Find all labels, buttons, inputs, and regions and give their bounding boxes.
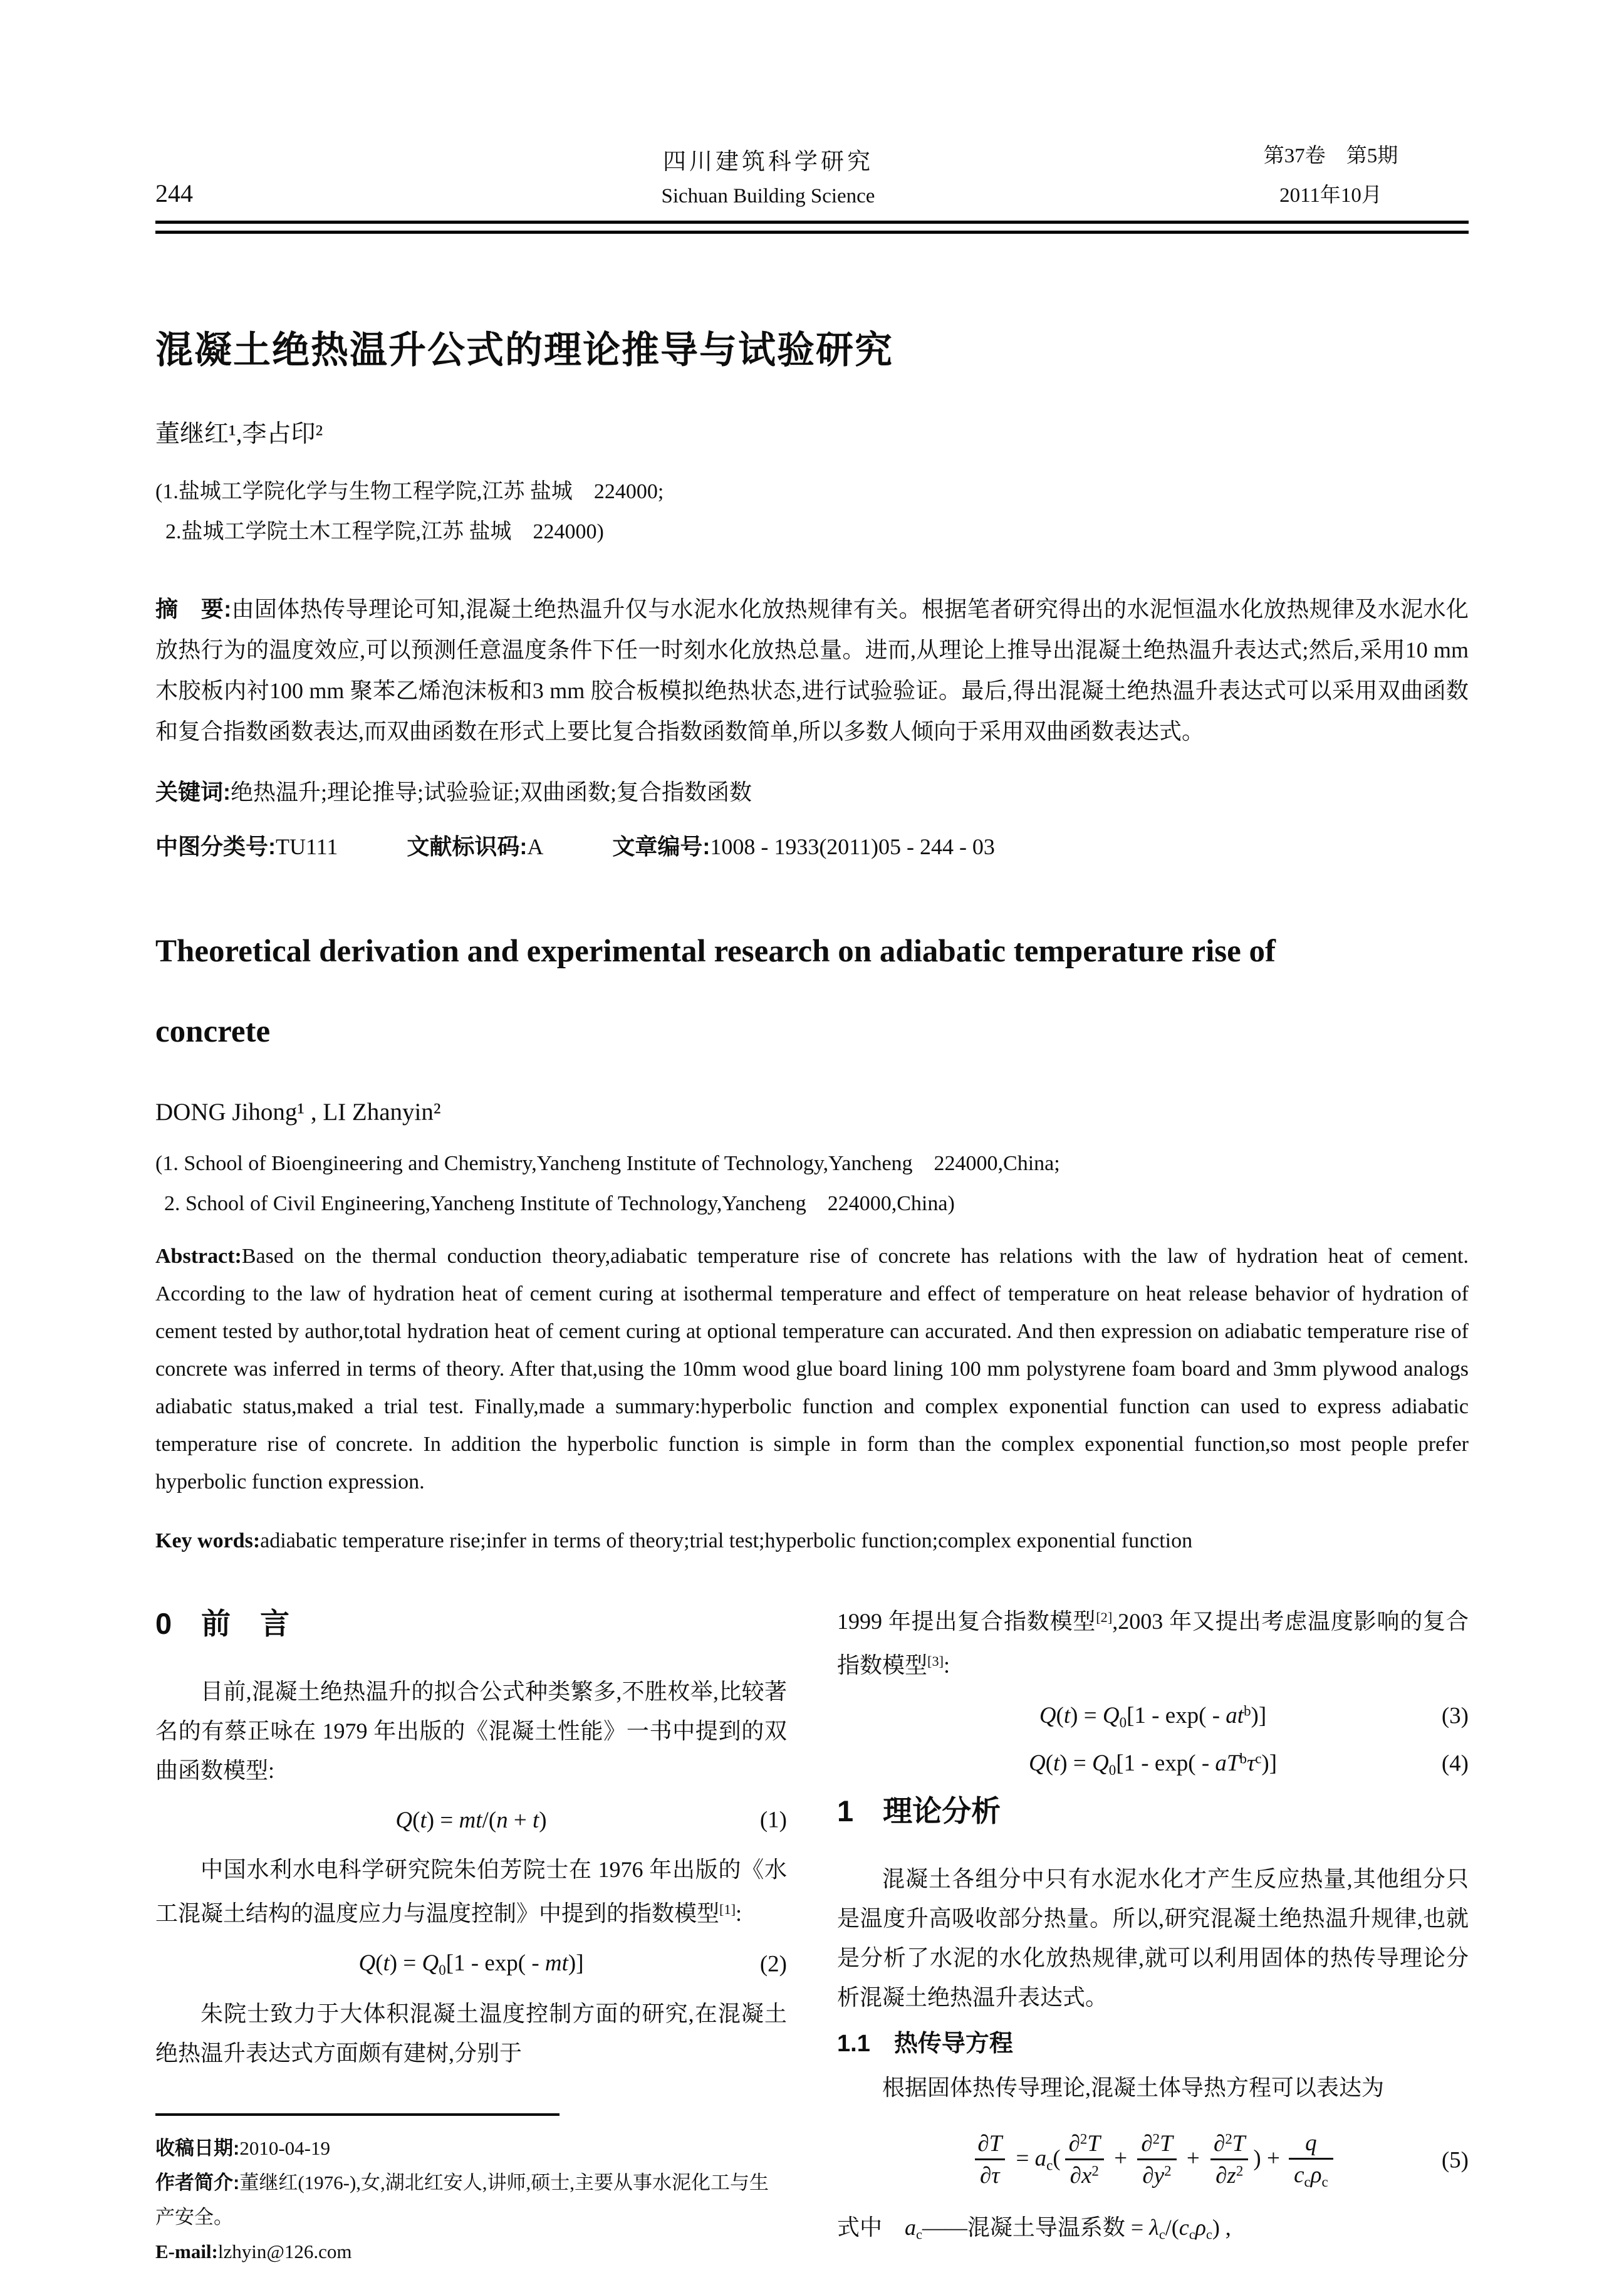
article-id-label: 文章编号: <box>612 834 710 859</box>
equation-4-number: (4) <box>1441 1750 1469 1777</box>
journal-title-cn: 四川建筑科学研究 <box>663 149 873 175</box>
equation-5-body: $\frac{\partial T}{\partial\tau}$ = ac( $\frac{\partial^2T}{\partial x^2}$ + $\frac{\partial^2T}{\partial y^2}$ + $\frac{\partial^2T}{\partial z^2}$ ) + $\frac{q}{\text{ccρc}}$ <box>969 2129 1336 2192</box>
equation-5-number: (5) <box>1441 2147 1469 2173</box>
equation-4 <box>837 1746 1469 1781</box>
footnote-email <box>155 2234 787 2269</box>
journal-title-en: Sichuan Building Science <box>661 185 875 207</box>
doc-code-value: A <box>527 834 544 859</box>
page-number: 244 <box>155 179 193 207</box>
keywords-en-text: adiabatic temperature rise;infer in terms of theory;trial test;hyperbolic function;complex exponential function <box>260 1529 1193 1553</box>
body-columns <box>155 1598 1469 2268</box>
doc-code-label: 文献标识码: <box>407 834 528 859</box>
issue-block <box>1193 139 1469 208</box>
equation-2 <box>155 1946 787 1981</box>
equation-3 <box>837 1698 1469 1734</box>
equation-1-number: (1) <box>759 1807 787 1833</box>
clc-item <box>155 829 338 861</box>
affiliation-cn-1: (1.盐城工学院化学与生物工程学院,江苏 盐城 224000; <box>155 480 664 503</box>
footnote-received <box>155 2131 787 2165</box>
column-left <box>155 1598 787 2268</box>
paragraph-intro-3: 朱院士致力于大体积混凝土温度控制方面的研究,在混凝土绝热温升表达式方面颇有建树,分别于 <box>155 2000 787 2066</box>
equation-3-number: (3) <box>1441 1703 1469 1729</box>
equation-1-body: Q(t) = mt/(n + t) <box>395 1807 547 1833</box>
doc-code-item <box>407 829 543 861</box>
affiliations-cn <box>155 472 1469 552</box>
abstract-en-text: Based on the thermal conduction theory,adiabatic temperature rise of concrete has relations with the law of hydration heat of cement. According to the law of hydration heat of cement curing at isothermal temperature and effect of temperature on heat release behavior of hydration of cement tested by author,total hydration heat of cement curing at optional temperature can accurated. And then expression on adiabatic temperature rise of concrete was inferred in terms of theory. After that,using the 10mm wood glue board lining 100 mm polystyrene foam board and 3mm plywood analogs adiabatic status,maked a trial test. Finally,made a summary:hyperbolic function and complex exponential function can used to express adiabatic temperature rise of concrete. In addition the hyperbolic function is simple in form than the complex exponential function,so most people prefer hyperbolic function expression. <box>155 1245 1469 1494</box>
article-title-cn: 混凝土绝热温升公式的理论推导与试验研究 <box>155 329 893 371</box>
equation-2-number: (2) <box>759 1950 787 1977</box>
equation-5 <box>837 2129 1469 2192</box>
authors-cn: 董继红¹,李占印² <box>155 421 323 447</box>
keywords-cn-label: 关键词: <box>155 779 231 805</box>
keywords-cn <box>155 775 1469 807</box>
authors-en: DONG Jihong¹ , LI Zhanyin² <box>155 1099 441 1126</box>
footnote-rule <box>155 2113 560 2116</box>
volume-issue: 第37卷 第5期 <box>1263 145 1398 167</box>
footnote-bio-label: 作者简介: <box>155 2171 240 2194</box>
affiliation-cn-2: 2.盐城工学院土木工程学院,江苏 盐城 224000) <box>165 520 604 543</box>
article-title-en: Theoretical derivation and experimental research on adiabatic temperature rise of concrete <box>155 934 1276 1049</box>
paragraph-theory: 混凝土各组分中只有水泥水化才产生反应热量,其他组分只是温度升高吸收部分热量。所以,研究混凝土绝热温升规律,也就是分析了水泥的水化放热规律,就可以利用固体的热传导理论分析混凝土绝热温升表达式。 <box>837 1866 1469 2010</box>
clc-value: TU111 <box>276 834 338 859</box>
abstract-cn <box>155 588 1469 752</box>
classification-line <box>155 829 1469 861</box>
affiliations-en <box>155 1144 1469 1224</box>
paragraph-models: 1999 年提出复合指数模型[2],2003 年又提出考虑温度影响的复合指数模型[3]: <box>837 1609 1469 1678</box>
abstract-en-label: Abstract: <box>155 1245 242 1268</box>
header-divider <box>155 221 1469 234</box>
paragraph-intro-1: 目前,混凝土绝热温升的拟合公式种类繁多,不胜枚举,比较著名的有蔡正咏在 1979 年出版的《混凝土性能》一书中提到的双曲函数模型: <box>155 1678 787 1783</box>
running-head <box>155 0 1469 208</box>
section-heading-0: 0 前 言 <box>155 1607 290 1641</box>
abstract-cn-label: 摘 要: <box>155 596 232 622</box>
equation-1 <box>155 1803 787 1838</box>
paragraph-intro-2: 中国水利水电科学研究院朱伯芳院士在 1976 年出版的《水工混凝土结构的温度应力与温度控制》中提到的指数模型[1]: <box>155 1857 787 1927</box>
footnote-email-value: lzhyin@126.com <box>217 2240 352 2262</box>
affiliation-en-1: (1. School of Bioengineering and Chemistry,Yancheng Institute of Technology,Yancheng 224000,China; <box>155 1152 1060 1176</box>
footnote-bio <box>155 2165 787 2234</box>
keywords-cn-text: 绝热温升;理论推导;试验验证;双曲函数;复合指数函数 <box>231 780 752 805</box>
column-right <box>837 1598 1469 2268</box>
keywords-en <box>155 1522 1469 1560</box>
footnote-received-value: 2010-04-19 <box>239 2136 330 2159</box>
article-id-item <box>612 829 995 861</box>
footnote-received-label: 收稿日期: <box>155 2136 240 2159</box>
abstract-en <box>155 1238 1469 1501</box>
issue-date: 2011年10月 <box>1279 184 1382 207</box>
abstract-cn-text: 由固体热传导理论可知,混凝土绝热温升仅与水泥水化放热规律有关。根据笔者研究得出的水泥恒温水化放热规律及水泥水化放热行为的温度效应,可以预测任意温度条件下任一时刻水化放热总量。进而,从理论上推导出混凝土绝热温升表达式;然后,采用10 mm 木胶板内衬100 mm 聚苯乙烯泡沫板和3 mm 胶合板模拟绝热状态,进行试验验证。最后,得出混凝土绝热温升表达式可以采用双曲函数和复合指数函数表达,而双曲函数在形式上要比复合指数函数简单,所以多数人倾向于采用双曲函数表达式。 <box>155 597 1469 744</box>
section-heading-1-1: 1.1 热传导方程 <box>837 2030 1013 2057</box>
article-id-value: 1008 - 1933(2011)05 - 244 - 03 <box>710 834 995 859</box>
journal-title-block <box>343 142 1193 208</box>
keywords-en-label: Key words: <box>155 1529 261 1553</box>
clc-label: 中图分类号: <box>155 834 276 859</box>
footnote-block <box>155 2113 787 2269</box>
affiliation-en-2: 2. School of Civil Engineering,Yancheng Institute of Technology,Yancheng 224000,China) <box>164 1192 955 1216</box>
footnote-bio-text: 董继红(1976-),女,湖北红安人,讲师,硕士,主要从事水泥化工与生产安全。 <box>155 2171 769 2228</box>
equation-2-body: Q(t) = Q0[1 - exp( - mt)] <box>358 1950 584 1979</box>
equation-4-body: $Q(t) = Q0[1 - \exp( - aT^b\tau^c)]$ <box>1028 1750 1278 1778</box>
footnote-email-label: E-mail: <box>155 2240 218 2262</box>
paragraph-heat-conduction: 根据固体热传导理论,混凝土体导热方程可以表达为 <box>882 2074 1385 2100</box>
equation-3-body: $Q(t) = Q0[1 - \exp( - at^b)]$ <box>1039 1702 1267 1730</box>
where-clause: 式中 ac——混凝土导温系数 = λc/(ccρc) , <box>837 2214 1231 2242</box>
section-heading-1: 1 理论分析 <box>837 1794 1001 1828</box>
